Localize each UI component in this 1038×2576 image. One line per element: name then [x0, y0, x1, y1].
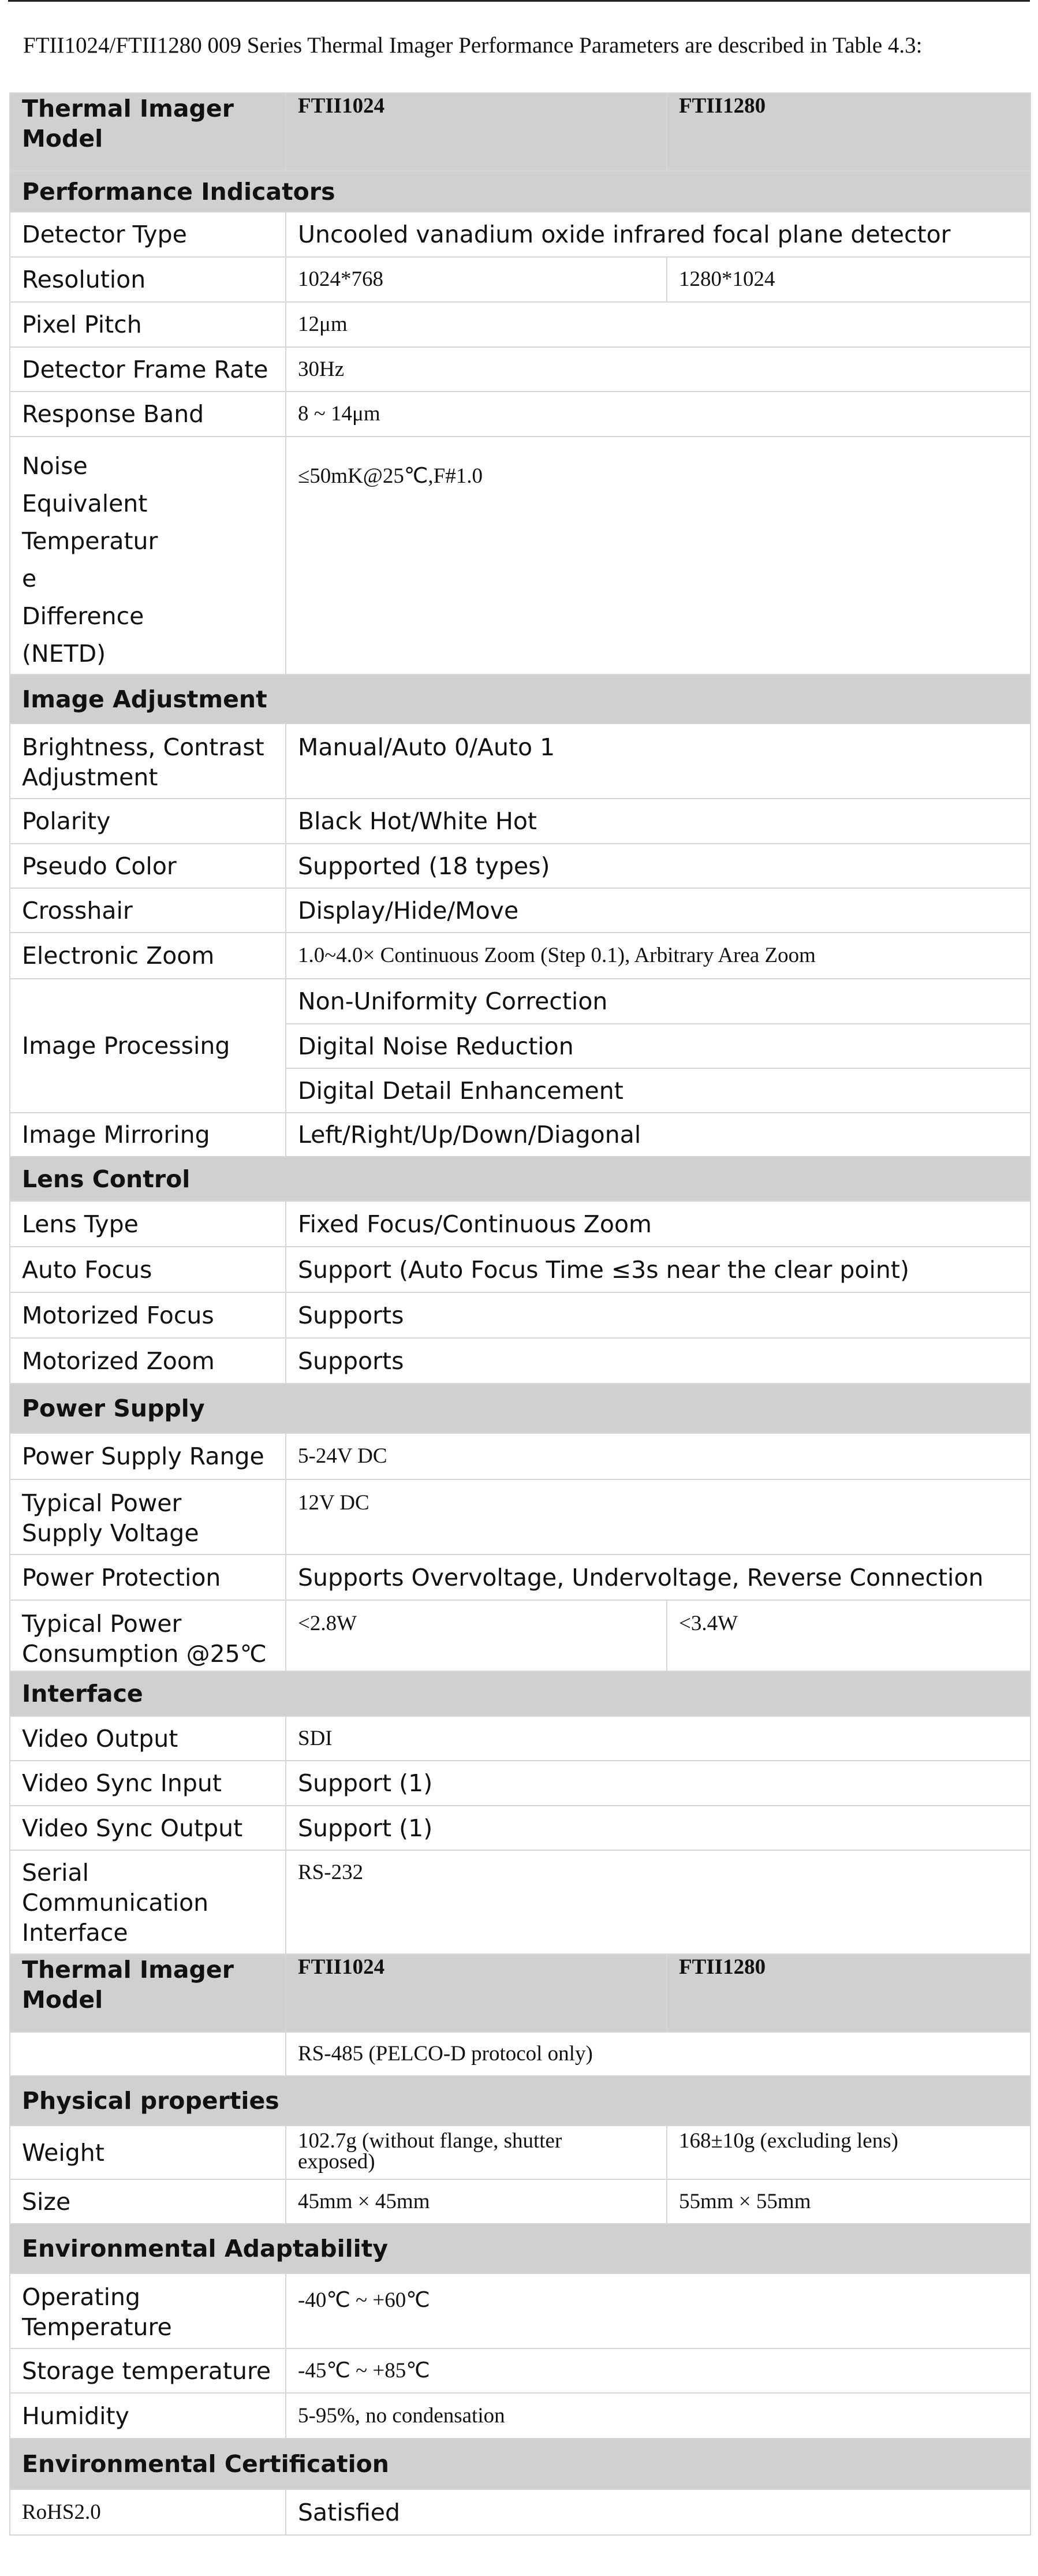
label-motor-zoom: Motorized Zoom	[10, 1338, 286, 1384]
value-operating-temp: -40℃ ~ +60℃	[286, 2273, 1030, 2348]
row-mirroring	[10, 1113, 1030, 1157]
value-size-1024: 45mm × 45mm	[286, 2179, 667, 2224]
row-operating-temp	[10, 2273, 1030, 2348]
label-operating-temp: Operating Temperature	[10, 2273, 286, 2348]
row-storage-temp	[10, 2348, 1030, 2393]
row-motor-zoom	[10, 1338, 1030, 1384]
row-rs485	[10, 2032, 1030, 2076]
section-performance: Performance Indicators	[10, 171, 1030, 212]
model-label-repeat: Thermal Imager Model	[10, 1954, 286, 2032]
row-protection	[10, 1554, 1030, 1600]
value-video-output: SDI	[286, 1716, 1030, 1761]
row-processing-1	[10, 979, 1030, 1024]
value-protection: Supports Overvoltage, Undervoltage, Reverse Connection	[286, 1554, 1030, 1600]
row-response-band	[10, 392, 1030, 437]
label-rohs: RoHS2.0	[10, 2489, 286, 2535]
row-zoom	[10, 933, 1030, 979]
label-typical-voltage: Typical Power Supply Voltage	[10, 1479, 286, 1554]
value-pixel-pitch: 12μm	[286, 302, 1030, 347]
value-lens-type: Fixed Focus/Continuous Zoom	[286, 1201, 1030, 1247]
label-video-output: Video Output	[10, 1716, 286, 1761]
value-resolution-1024: 1024*768	[286, 257, 667, 302]
value-resolution-1280: 1280*1024	[667, 257, 1030, 302]
row-power-range	[10, 1433, 1030, 1479]
label-frame-rate: Detector Frame Rate	[10, 347, 286, 392]
value-serial: RS-232	[286, 1850, 1030, 1954]
row-sync-output	[10, 1806, 1030, 1850]
row-lens-type	[10, 1201, 1030, 1247]
label-mirroring: Image Mirroring	[10, 1113, 286, 1157]
value-power-range: 5-24V DC	[286, 1433, 1030, 1479]
value-processing-nuc: Non-Uniformity Correction	[286, 979, 1030, 1024]
label-pseudo-color: Pseudo Color	[10, 844, 286, 888]
row-video-output	[10, 1716, 1030, 1761]
value-motor-zoom: Supports	[286, 1338, 1030, 1384]
row-humidity	[10, 2393, 1030, 2439]
value-processing-dde: Digital Detail Enhancement	[286, 1068, 1030, 1113]
section-image-adjustment: Image Adjustment	[10, 674, 1030, 724]
label-auto-focus: Auto Focus	[10, 1247, 286, 1292]
value-rohs: Satisfied	[286, 2489, 1030, 2535]
value-storage-temp: -45℃ ~ +85℃	[286, 2348, 1030, 2393]
label-consumption: Typical Power Consumption @25℃	[10, 1600, 286, 1671]
label-pixel-pitch: Pixel Pitch	[10, 302, 286, 347]
value-sync-input: Support (1)	[286, 1761, 1030, 1806]
model-header-row	[10, 93, 1030, 171]
value-processing-dnr: Digital Noise Reduction	[286, 1024, 1030, 1068]
value-weight-1024: 102.7g (without flange, shutter exposed)	[286, 2126, 667, 2179]
spec-table	[9, 92, 1031, 2536]
label-response-band: Response Band	[10, 392, 286, 437]
model-col1: FTII1024	[286, 93, 667, 171]
section-environment: Environmental Adaptability	[10, 2224, 1030, 2273]
model-col2: FTII1280	[667, 93, 1030, 171]
label-sync-input: Video Sync Input	[10, 1761, 286, 1806]
value-size-1280: 55mm × 55mm	[667, 2179, 1030, 2224]
label-resolution: Resolution	[10, 257, 286, 302]
value-weight-1280: 168±10g (excluding lens)	[667, 2126, 1030, 2179]
row-netd	[10, 437, 1030, 674]
model-col1-repeat: FTII1024	[286, 1954, 667, 2032]
label-protection: Power Protection	[10, 1554, 286, 1600]
value-pseudo-color: Supported (18 types)	[286, 844, 1030, 888]
label-processing: Image Processing	[10, 979, 286, 1113]
label-serial: Serial Communication Interface	[10, 1850, 286, 1954]
row-typical-voltage	[10, 1479, 1030, 1554]
label-detector-type: Detector Type	[10, 212, 286, 257]
value-detector-type: Uncooled vanadium oxide infrared focal plane detector	[286, 212, 1030, 257]
label-brightness: Brightness, Contrast Adjustment	[10, 724, 286, 799]
row-pixel-pitch	[10, 302, 1030, 347]
model-header-row-repeat	[10, 1954, 1030, 2032]
value-crosshair: Display/Hide/Move	[286, 888, 1030, 933]
row-brightness	[10, 724, 1030, 799]
value-mirroring: Left/Right/Up/Down/Diagonal	[286, 1113, 1030, 1157]
value-rs485: RS-485 (PELCO-D protocol only)	[286, 2032, 1030, 2076]
row-crosshair	[10, 888, 1030, 933]
section-lens-control: Lens Control	[10, 1157, 1030, 1201]
value-sync-output: Support (1)	[286, 1806, 1030, 1850]
intro-text: FTII1024/FTII1280 009 Series Thermal Imager Performance Parameters are described in Table 4.3:	[23, 33, 923, 58]
value-motor-focus: Supports	[286, 1292, 1030, 1338]
row-sync-input	[10, 1761, 1030, 1806]
label-power-range: Power Supply Range	[10, 1433, 286, 1479]
value-consumption-1024: <2.8W	[286, 1600, 667, 1671]
top-rule	[8, 0, 1030, 2]
value-polarity: Black Hot/White Hot	[286, 799, 1030, 844]
label-sync-output: Video Sync Output	[10, 1806, 286, 1850]
value-response-band: 8 ~ 14μm	[286, 392, 1030, 437]
value-frame-rate: 30Hz	[286, 347, 1030, 392]
row-auto-focus	[10, 1247, 1030, 1292]
value-humidity: 5-95%, no condensation	[286, 2393, 1030, 2439]
section-certification: Environmental Certification	[10, 2439, 1030, 2489]
label-rs485	[10, 2032, 286, 2076]
row-consumption	[10, 1600, 1030, 1671]
label-crosshair: Crosshair	[10, 888, 286, 933]
label-weight: Weight	[10, 2126, 286, 2179]
value-netd: ≤50mK@25℃,F#1.0	[286, 437, 1030, 674]
label-size: Size	[10, 2179, 286, 2224]
label-netd: Noise Equivalent Temperatur e Difference (NETD)	[10, 437, 286, 674]
label-motor-focus: Motorized Focus	[10, 1292, 286, 1338]
label-polarity: Polarity	[10, 799, 286, 844]
row-rohs	[10, 2489, 1030, 2535]
value-brightness: Manual/Auto 0/Auto 1	[286, 724, 1030, 799]
row-serial	[10, 1850, 1030, 1954]
value-auto-focus: Support (Auto Focus Time ≤3s near the clear point)	[286, 1247, 1030, 1292]
value-consumption-1280: <3.4W	[667, 1600, 1030, 1671]
row-weight	[10, 2126, 1030, 2179]
section-power-supply: Power Supply	[10, 1384, 1030, 1433]
label-lens-type: Lens Type	[10, 1201, 286, 1247]
row-polarity	[10, 799, 1030, 844]
row-detector-type	[10, 212, 1030, 257]
row-resolution	[10, 257, 1030, 302]
row-motor-focus	[10, 1292, 1030, 1338]
label-zoom: Electronic Zoom	[10, 933, 286, 979]
model-col2-repeat: FTII1280	[667, 1954, 1030, 2032]
row-frame-rate	[10, 347, 1030, 392]
section-interface: Interface	[10, 1671, 1030, 1716]
row-size	[10, 2179, 1030, 2224]
label-humidity: Humidity	[10, 2393, 286, 2439]
row-pseudo-color	[10, 844, 1030, 888]
section-physical: Physical properties	[10, 2076, 1030, 2126]
label-storage-temp: Storage temperature	[10, 2348, 286, 2393]
value-typical-voltage: 12V DC	[286, 1479, 1030, 1554]
model-label: Thermal Imager Model	[10, 93, 286, 171]
value-zoom: 1.0~4.0× Continuous Zoom (Step 0.1), Arbitrary Area Zoom	[286, 933, 1030, 979]
